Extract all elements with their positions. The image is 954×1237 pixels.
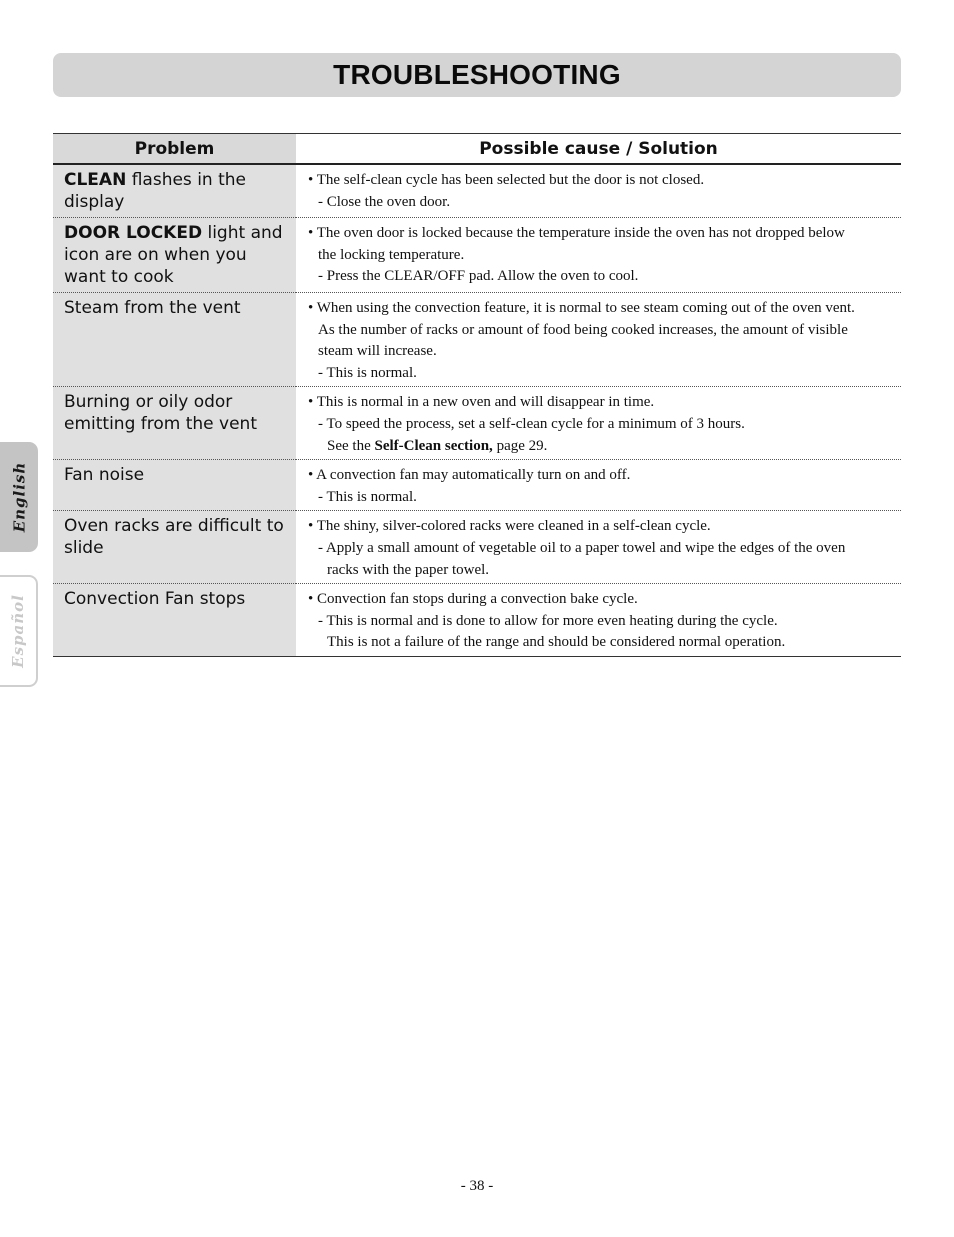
troubleshooting-table (53, 133, 901, 657)
problem-text: Fan noise (64, 465, 145, 486)
solution-line: • A convection fan may automatically turn on and off. (308, 467, 631, 484)
problem-cell (53, 584, 296, 657)
page-title: TROUBLESHOOTING (333, 59, 621, 90)
table-row (53, 460, 901, 511)
problem-text: light and icon are on when you want to cook (64, 223, 283, 287)
solution-line: • The shiny, silver-colored racks were cleaned in a self-clean cycle. (308, 518, 711, 535)
solution-cell (296, 387, 901, 460)
tab-espanol[interactable] (0, 575, 38, 687)
solution-cell (296, 293, 901, 387)
solution-line: • The self-clean cycle has been selected but the door is not closed. (308, 172, 705, 188)
solution-line: racks with the paper towel. (327, 561, 490, 578)
tab-english-label: English (10, 461, 29, 533)
problem-cell (53, 218, 296, 293)
problem-keyword: CLEAN (64, 170, 127, 190)
table-row (53, 164, 901, 218)
solution-line: • This is normal in a new oven and will disappear in time. (308, 394, 655, 411)
problem-text: flashes in the display (64, 170, 246, 212)
problem-text: Convection Fan stops (64, 589, 246, 610)
see-text: See the (327, 437, 375, 454)
solution-cell (296, 460, 901, 511)
problem-cell (53, 387, 296, 460)
table-row (53, 387, 901, 460)
problem-cell (53, 164, 296, 218)
problem-text: Oven racks are difficult to slide (64, 516, 284, 559)
table-header-row (53, 134, 901, 165)
table-row (53, 218, 901, 293)
solution-line: - This is normal. (318, 364, 417, 381)
solution-line: - This is normal. (318, 488, 417, 505)
solution-line: - This is normal and is done to allow for more even heating during the cycle. (318, 612, 778, 629)
table-row (53, 293, 901, 387)
solution-line: - To speed the process, set a self-clean cycle for a minimum of 3 hours. (318, 415, 745, 432)
problem-text: Burning or oily odor emitting from the vent (64, 392, 257, 435)
problem-text: Steam from the vent (64, 298, 241, 318)
problem-cell (53, 293, 296, 387)
page-reference: page 29. (492, 437, 548, 454)
problem-cell (53, 460, 296, 511)
solution-line: This is not a failure of the range and should be considered normal operation. (327, 634, 786, 651)
section-reference: Self-Clean section, (374, 437, 493, 454)
table-row (53, 584, 901, 657)
tab-espanol-label: Español (9, 594, 28, 668)
solution-line: the locking temperature. (318, 246, 465, 263)
solution-line: - Press the CLEAR/OFF pad. Allow the oven to cool. (318, 268, 639, 285)
table-row (53, 511, 901, 584)
problem-keyword: DOOR LOCKED (64, 223, 203, 243)
page-number: - 38 - (460, 1178, 494, 1194)
solution-line: • Convection fan stops during a convection bake cycle. (308, 591, 638, 608)
problem-cell (53, 511, 296, 584)
title-banner (53, 53, 901, 97)
solution-column-header: Possible cause / Solution (296, 134, 901, 165)
solution-line: - Apply a small amount of vegetable oil to a paper towel and wipe the edges of the oven (318, 539, 846, 556)
solution-line: • The oven door is locked because the temperature inside the oven has not dropped below (308, 225, 845, 241)
solution-cell (296, 511, 901, 584)
tab-english[interactable] (0, 442, 38, 552)
solution-cell (296, 584, 901, 657)
solution-cell (296, 218, 901, 293)
solution-line: • When using the convection feature, it is normal to see steam coming out of the oven vent. (308, 300, 855, 316)
solution-line (308, 436, 901, 458)
solution-cell (296, 164, 901, 218)
solution-line: steam will increase. (318, 343, 437, 360)
problem-column-header: Problem (53, 134, 296, 165)
solution-line: - Close the oven door. (318, 193, 451, 210)
solution-line: As the number of racks or amount of food being cooked increases, the amount of visible (318, 321, 848, 338)
